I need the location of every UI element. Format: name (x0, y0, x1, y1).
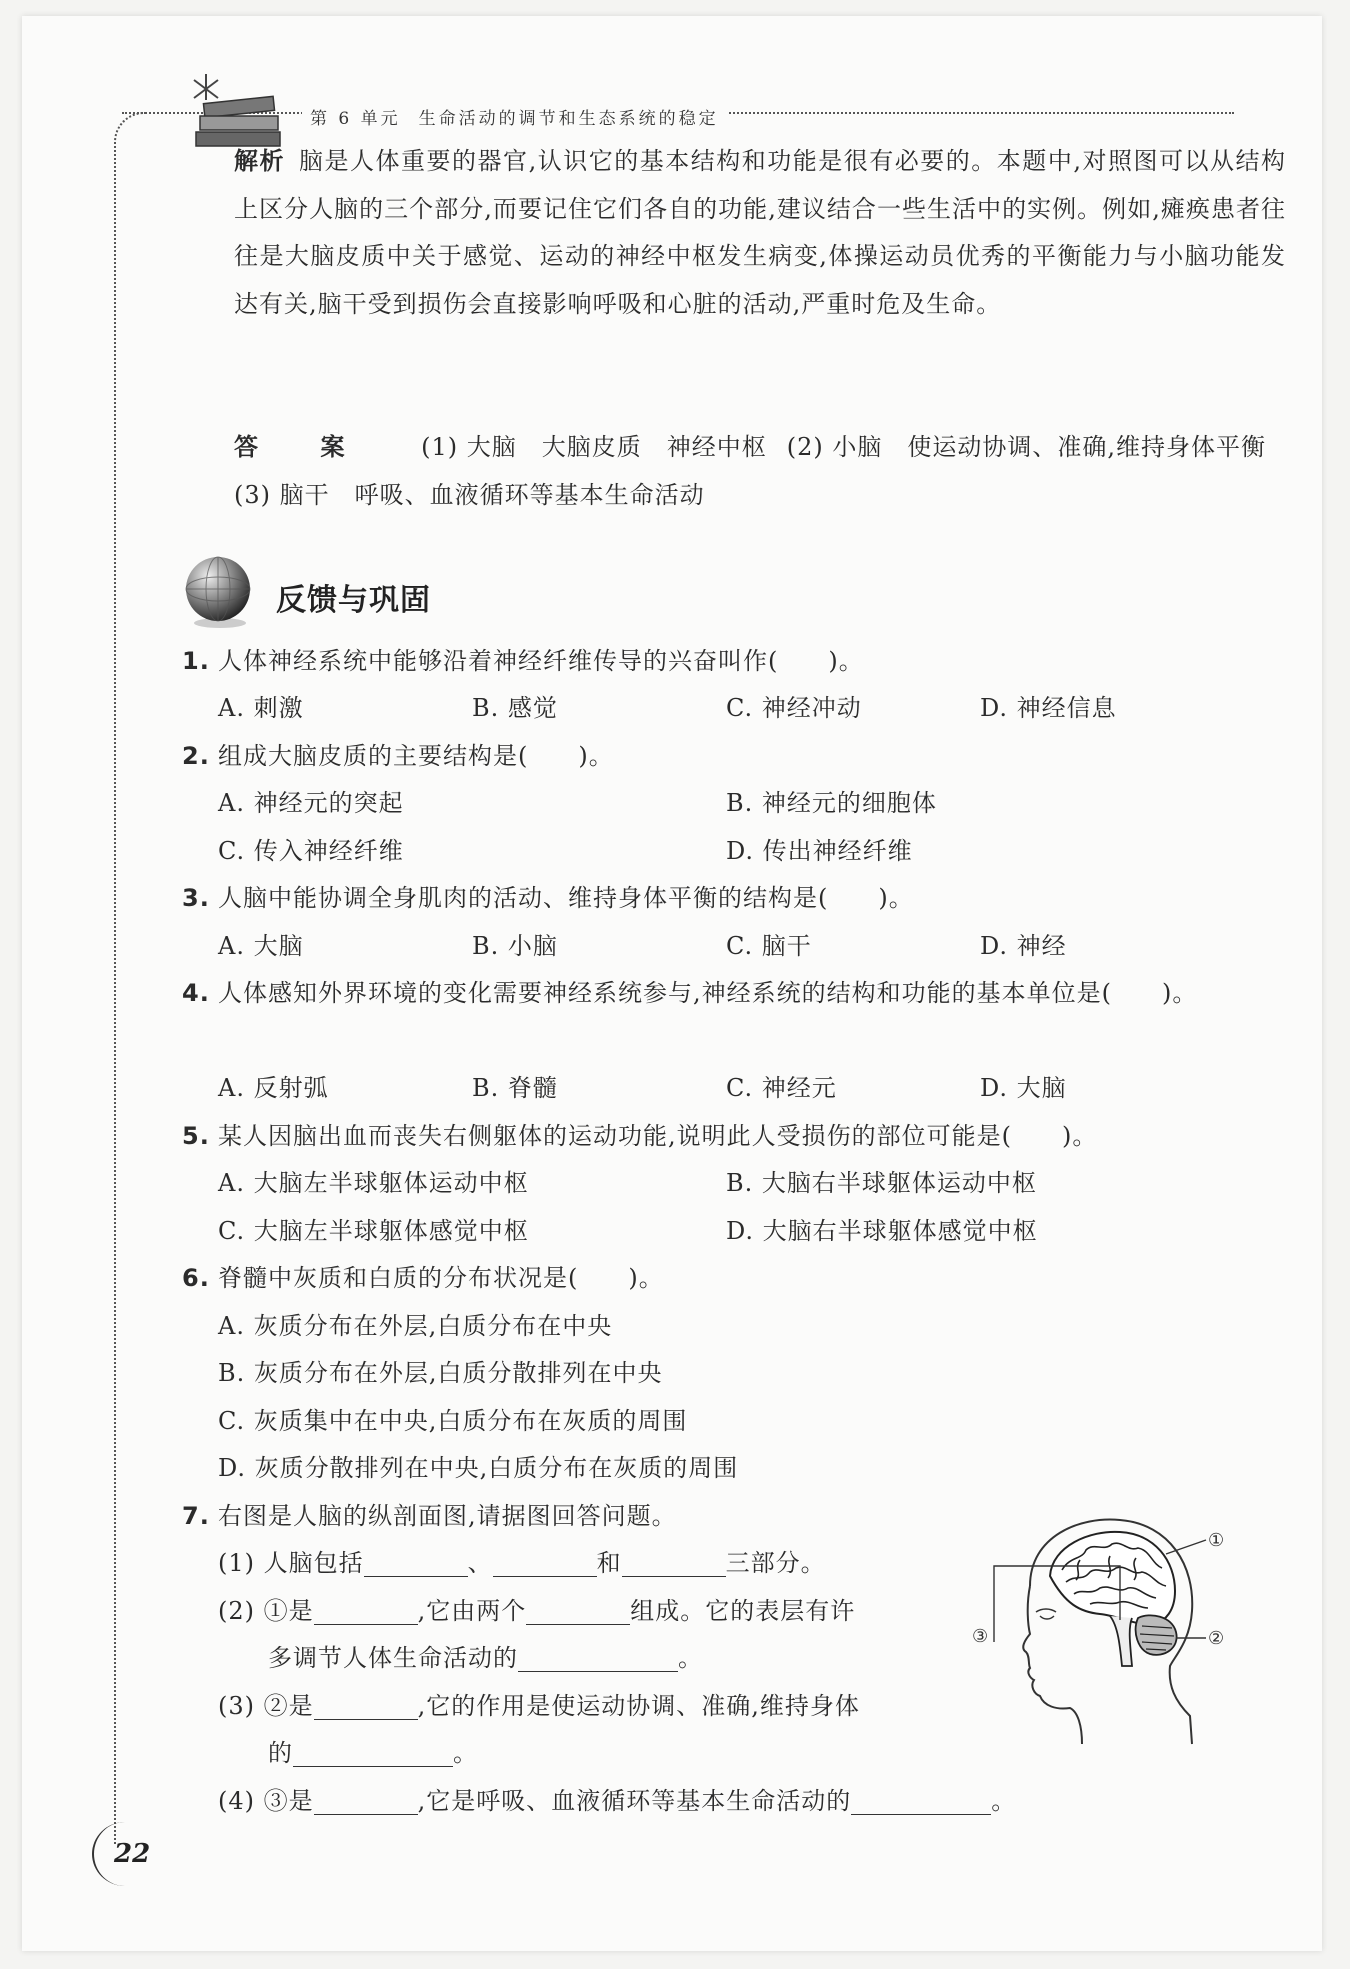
question-4-options (218, 1065, 1234, 1113)
option-d: D. 神经 (980, 932, 1067, 960)
question-text: 组成大脑皮质的主要结构是( )。 (218, 742, 614, 770)
answer-blank[interactable] (526, 1594, 630, 1625)
figure-label-3: ③ (972, 1626, 989, 1647)
option-c: C. 神经元 (726, 1074, 837, 1102)
answer-blank[interactable] (293, 1736, 453, 1767)
option-a: A. 大脑左半球躯体运动中枢 (218, 1169, 529, 1197)
analysis-text: 脑是人体重要的器官,认识它的基本结构和功能是很有必要的。本题中,对照图可以从结构上区分人脑的三个部分,而要记住它们各自的功能,建议结合一些生活中的实例。例如,瘫痪患者往往是大脑皮质中关于感觉、运动的神经中枢发生病变,体操运动员优秀的平衡能力与小脑功能发达有关,脑干受到损伤会直接影响呼吸和心脏的活动,严重时危及生命。 (234, 147, 1286, 318)
answer-blank[interactable] (622, 1546, 726, 1577)
q7-sub-4 (218, 1778, 1016, 1826)
option-d: D. 灰质分散排列在中央,白质分布在灰质的周围 (218, 1454, 739, 1482)
question-text: 人脑中能协调全身肌肉的活动、维持身体平衡的结构是( )。 (218, 884, 914, 912)
option-a: A. 反射弧 (218, 1074, 329, 1102)
option-c: C. 大脑左半球躯体感觉中枢 (218, 1217, 529, 1245)
q7-sub-2-text-d: 多调节人体生命活动的 (268, 1644, 518, 1672)
answer-blank[interactable] (518, 1641, 678, 1672)
option-d: D. 神经信息 (980, 694, 1117, 722)
question-text: 人体神经系统中能够沿着神经纤维传导的兴奋叫作( )。 (218, 647, 864, 675)
answer-paragraph (182, 424, 1286, 519)
question-6-option-c-row (218, 1398, 1234, 1446)
q7-sub-3 (218, 1683, 860, 1731)
question-6 (182, 1255, 1234, 1303)
question-number: 5. (182, 1122, 210, 1150)
q7-sub-4-text-a: (4) ③是 (218, 1787, 314, 1815)
question-number: 7. (182, 1502, 210, 1530)
question-text: 脊髓中灰质和白质的分布状况是( )。 (218, 1264, 664, 1292)
answer-blank[interactable] (493, 1546, 597, 1577)
question-3-options (218, 923, 1234, 971)
option-b: B. 脊髓 (472, 1074, 558, 1102)
q7-sub-3-text-a: (3) ②是 (218, 1692, 314, 1720)
section-title: 反馈与巩固 (276, 583, 431, 618)
q7-sub-2-text-b: ,它由两个 (417, 1597, 527, 1625)
option-d: D. 大脑右半球躯体感觉中枢 (726, 1217, 1038, 1245)
question-5-options-row-2 (218, 1208, 1234, 1256)
analysis-label: 解析 (234, 147, 286, 175)
question-4 (182, 970, 1270, 1018)
analysis-paragraph (182, 138, 1286, 328)
question-2-options-row-2 (218, 828, 1234, 876)
option-b: B. 大脑右半球躯体运动中枢 (726, 1169, 1037, 1197)
q7-sub-3-text-d: 。 (453, 1739, 478, 1767)
answer-part-3: (3) 脑干 呼吸、血液循环等基本生命活动 (234, 480, 705, 509)
question-text: 人体感知外界环境的变化需要神经系统参与,神经系统的结构和功能的基本单位是( )。 (218, 979, 1198, 1007)
answer-blank[interactable] (364, 1546, 468, 1577)
header-chapter: 生命活动的调节和生态系统的稳定 (418, 109, 719, 129)
q7-sub-2-text-c: 组成。它的表层有许 (630, 1597, 856, 1625)
brain-section-figure (970, 1516, 1225, 1746)
figure-label-1: ① (1208, 1530, 1225, 1551)
option-c: C. 神经冲动 (726, 694, 862, 722)
question-3 (182, 875, 1234, 923)
q7-sub-4-text-b: ,它是呼吸、血液循环等基本生命活动的 (417, 1787, 852, 1815)
globe-icon (180, 551, 260, 631)
question-1 (182, 638, 1234, 686)
option-c: C. 传入神经纤维 (218, 837, 404, 865)
question-number: 1. (182, 647, 210, 675)
section-heading (180, 551, 431, 631)
figure-label-2: ② (1208, 1628, 1225, 1649)
question-number: 2. (182, 742, 210, 770)
option-a: A. 刺激 (218, 694, 304, 722)
q7-sub-3-text-c: 的 (268, 1739, 293, 1767)
page-number: 22 (92, 1822, 158, 1886)
question-1-options (218, 685, 1234, 733)
question-6-option-b-row (218, 1350, 1234, 1398)
q7-sub-2-line-2 (268, 1635, 703, 1683)
question-6-option-a-row (218, 1303, 1234, 1351)
q7-sub-3-line-2 (268, 1730, 478, 1778)
answer-label: 答案 (234, 433, 408, 461)
option-d: D. 传出神经纤维 (726, 837, 913, 865)
option-c: C. 灰质集中在中央,白质分布在灰质的周围 (218, 1407, 688, 1435)
answer-blank[interactable] (314, 1689, 418, 1720)
option-b: B. 神经元的细胞体 (726, 789, 937, 817)
question-5 (182, 1113, 1234, 1161)
header-title (302, 104, 727, 129)
question-text: 某人因脑出血而丧失右侧躯体的运动功能,说明此人受损伤的部位可能是( )。 (218, 1122, 1098, 1150)
question-number: 3. (182, 884, 210, 912)
option-d: D. 大脑 (980, 1074, 1067, 1102)
q7-sub-1-text-d: 三部分。 (725, 1549, 826, 1577)
option-b: B. 小脑 (472, 932, 558, 960)
q7-sub-1-text-c: 和 (596, 1549, 622, 1577)
question-2 (182, 733, 1234, 781)
q7-sub-3-text-b: ,它的作用是使运动协调、准确,维持身体 (417, 1692, 860, 1720)
margin-dotted-line (114, 112, 146, 1844)
header-unit: 第 6 单元 (310, 109, 401, 129)
q7-sub-4-text-c: 。 (991, 1787, 1017, 1815)
question-number: 6. (182, 1264, 210, 1292)
answer-blank[interactable] (314, 1784, 418, 1815)
label-1-leader (1166, 1540, 1206, 1554)
question-6-option-d-row (218, 1445, 1234, 1493)
q7-sub-1-text-b: 、 (467, 1549, 493, 1577)
q7-sub-1-text-a: (1) 人脑包括 (218, 1549, 364, 1577)
page (22, 16, 1322, 1951)
question-text: 右图是人脑的纵剖面图,请据图回答问题。 (218, 1502, 677, 1530)
option-b: B. 感觉 (472, 694, 558, 722)
answer-blank[interactable] (314, 1594, 418, 1625)
question-number: 4. (182, 979, 210, 1007)
option-a: A. 神经元的突起 (218, 789, 404, 817)
q7-sub-2 (218, 1588, 855, 1636)
answer-part-2: (2) 小脑 使运动协调、准确,维持身体平衡 (786, 433, 1266, 461)
answer-part-1: (1) 大脑 大脑皮质 神经中枢 (421, 433, 767, 461)
option-a: A. 大脑 (218, 932, 304, 960)
answer-blank[interactable] (851, 1784, 991, 1815)
option-b: B. 灰质分布在外层,白质分散排列在中央 (218, 1359, 663, 1387)
option-c: C. 脑干 (726, 932, 812, 960)
q7-sub-1 (218, 1540, 826, 1588)
option-a: A. 灰质分布在外层,白质分布在中央 (218, 1312, 613, 1340)
question-5-options-row-1 (218, 1160, 1234, 1208)
q7-sub-2-text-a: (2) ①是 (218, 1597, 314, 1625)
q7-sub-2-text-e: 。 (678, 1644, 703, 1672)
question-2-options-row-1 (218, 780, 1234, 828)
